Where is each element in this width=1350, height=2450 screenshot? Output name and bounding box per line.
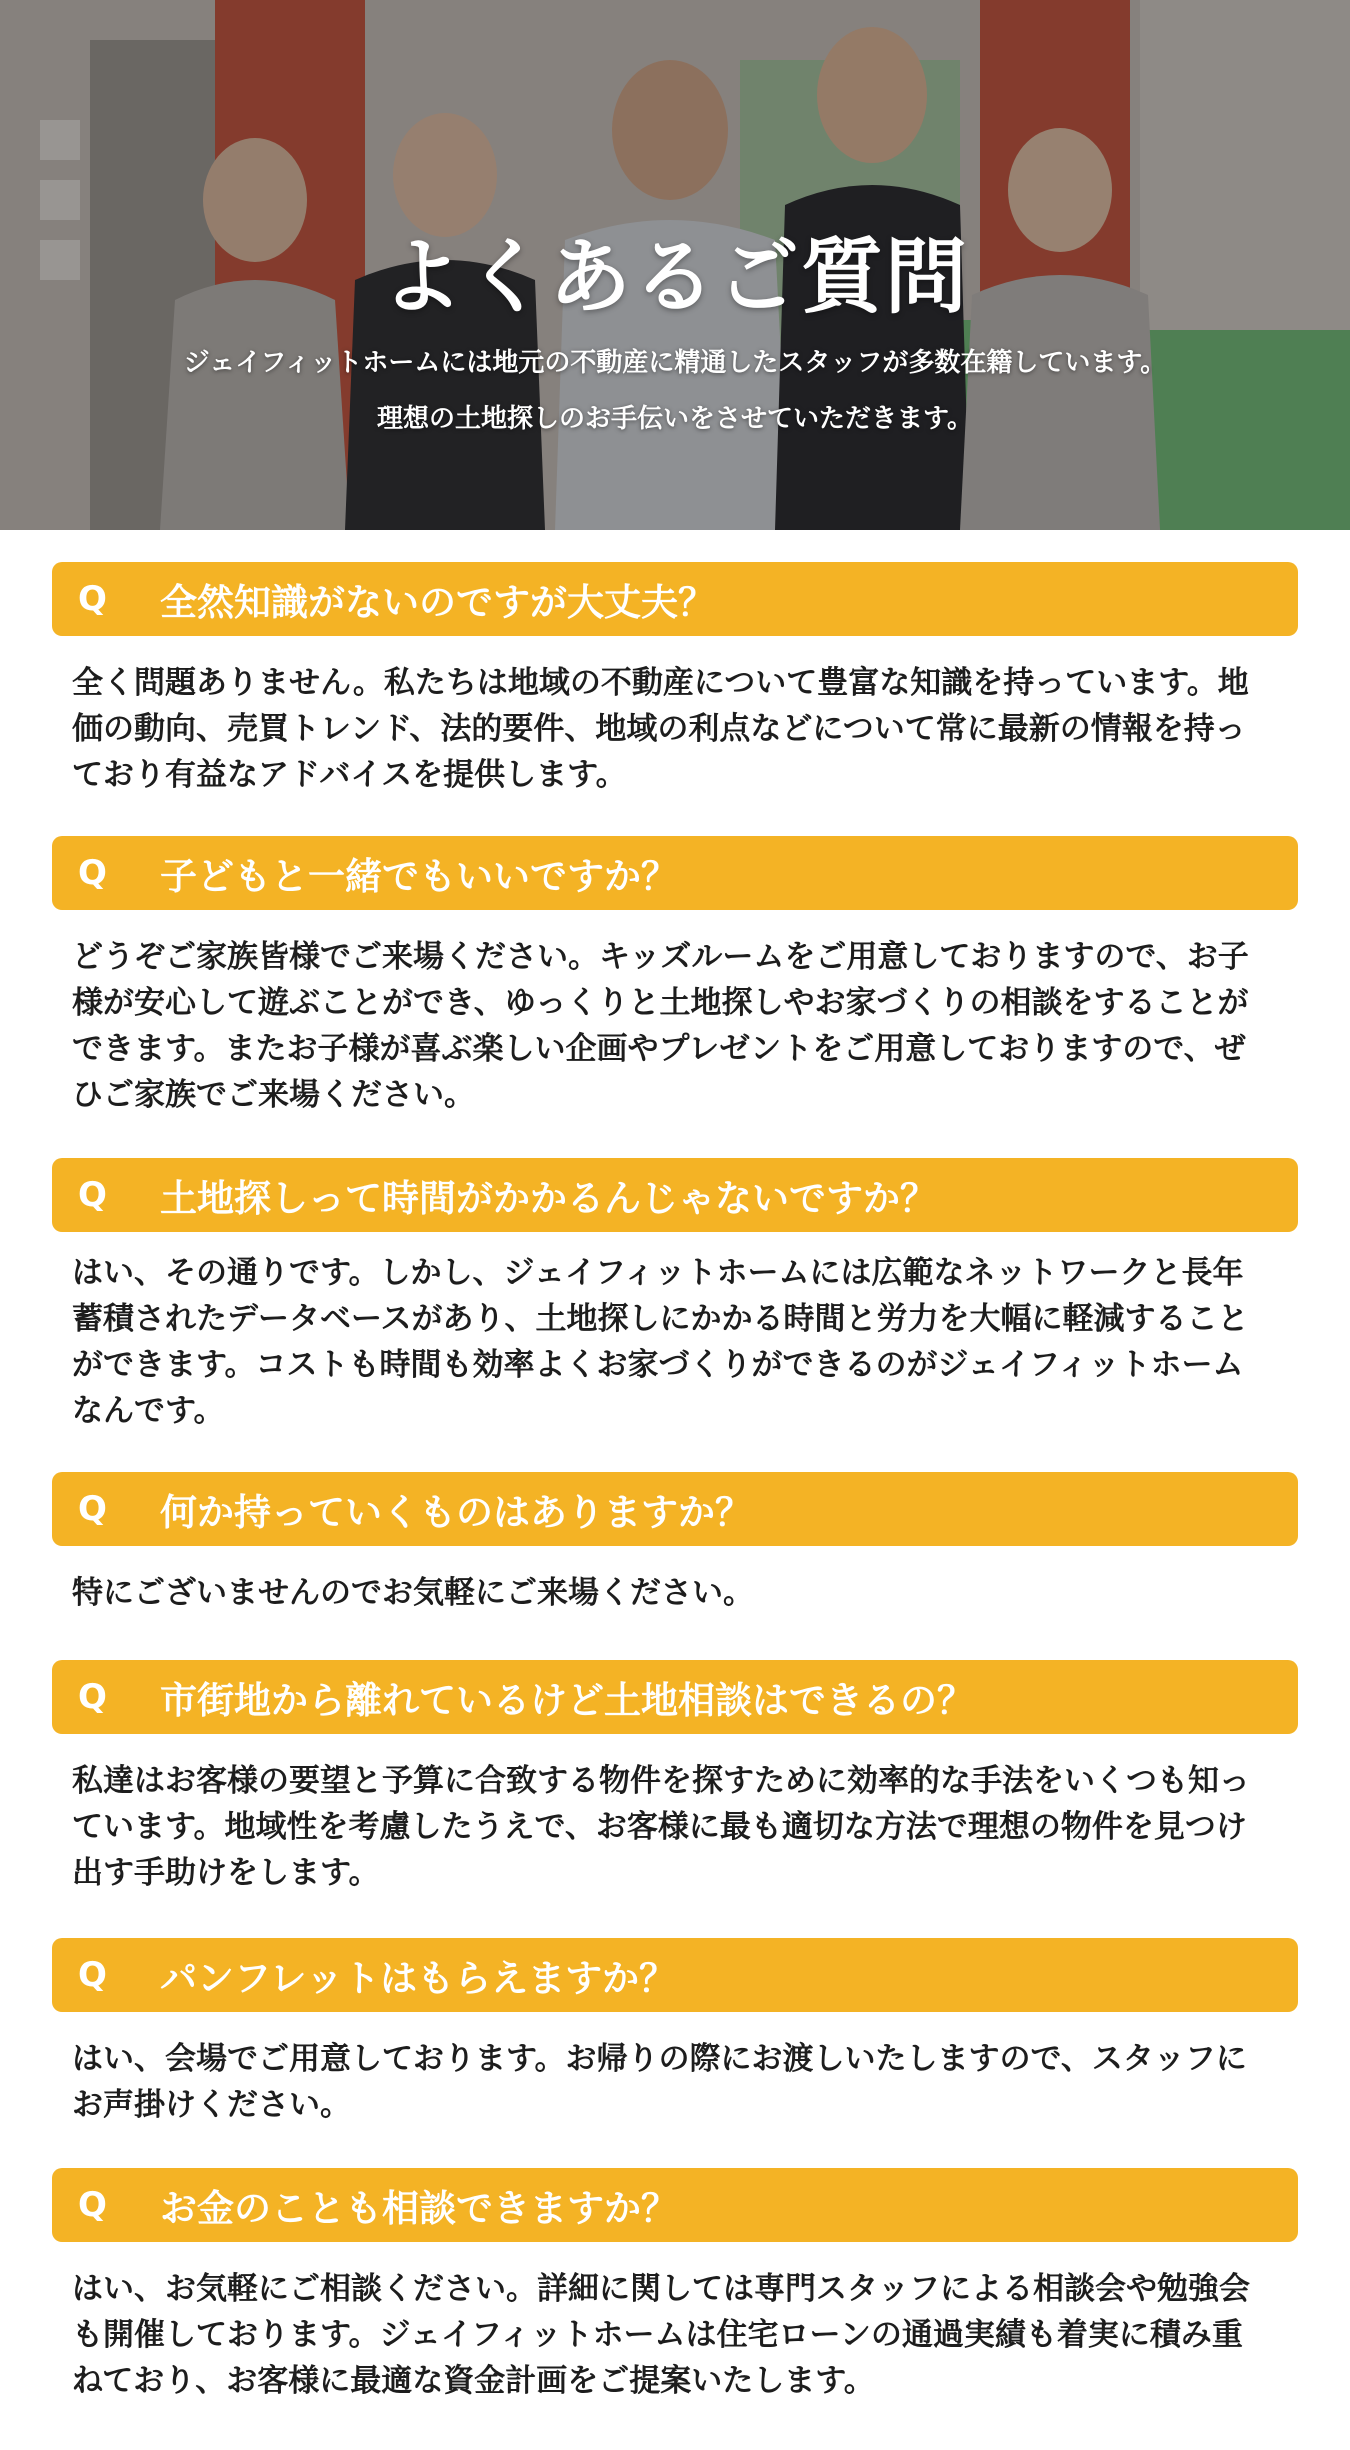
question-text: 全然知識がないのですが大丈夫？ [160, 581, 715, 624]
page-title: よくあるご質問 [380, 230, 969, 325]
q-marker: Q [78, 579, 107, 619]
hero-banner [0, 0, 1350, 530]
faq-answer-2: どうぞご家族皆様でご来場ください。キッズルームをご用意しておりますので、お子様が安心して遊ぶことができ、ゆっくりと土地探しやお家づくりの相談をすることができます。またお子様が喜ぶ楽しい企画やプレゼントをご用意しておりますので、ぜひご家族でご来場ください。 [72, 939, 1249, 1113]
faq-answer-5: 私達はお客様の要望と予算に合致する物件を探すために効率的な手法をいくつも知っています。地域性を考慮したうえで、お客様に最も適切な方法で理想の物件を見つけ出す手助けをします。 [72, 1763, 1250, 1891]
q-marker: Q [78, 2185, 107, 2225]
q-marker: Q [78, 1955, 107, 1995]
faq-question-2 [52, 836, 1298, 910]
faq-question-5 [52, 1660, 1298, 1734]
faq-answer-7: はい、お気軽にご相談ください。詳細に関しては専門スタッフによる相談会や勉強会も開催しております。ジェイフィットホームは住宅ローンの通過実績も着実に積み重ねており、お客様に最適な資金計画をご提案いたします。 [72, 2271, 1250, 2399]
question-text: 市街地から離れているけど土地相談はできるの？ [160, 1679, 974, 1722]
q-marker: Q [78, 1677, 107, 1717]
faq-question-3 [52, 1158, 1298, 1232]
faq-answer-4: 特にございませんのでお気軽にご来場ください。 [72, 1575, 754, 1611]
question-text: パンフレットはもらえますか？ [160, 1957, 677, 2000]
q-marker: Q [78, 1175, 107, 1215]
q-marker: Q [78, 1489, 107, 1529]
question-text: 何か持っていくものはありますか？ [160, 1491, 752, 1534]
question-text: お金のことも相談できますか？ [160, 2187, 678, 2230]
faq-question-7 [52, 2168, 1298, 2242]
faq-question-4 [52, 1472, 1298, 1546]
faq-question-6 [52, 1938, 1298, 2012]
question-text: 土地探しって時間がかかるんじゃないですか？ [160, 1177, 937, 1220]
question-text: 子どもと一緒でもいいですか？ [160, 855, 678, 898]
hero-subtitle-line-1: ジェイフィットホームには地元の不動産に精通したスタッフが多数在籍しています。 [183, 348, 1167, 378]
faq-question-1 [52, 562, 1298, 636]
q-marker: Q [78, 853, 107, 893]
faq-answer-3: はい、その通りです。しかし、ジェイフィットホームには広範なネットワークと長年蓄積されたデータベースがあり、土地探しにかかる時間と労力を大幅に軽減することができます。コストも時間も効率よくお家づくりができるのがジェイフィットホームなんです。 [72, 1255, 1249, 1429]
hero-subtitle-line-2: 理想の土地探しのお手伝いをさせていただきます。 [377, 404, 973, 434]
faq-answer-6: はい、会場でご用意しております。お帰りの際にお渡しいたしますので、スタッフにお声掛けください。 [72, 2041, 1247, 2123]
faq-answer-1: 全く問題ありません。私たちは地域の不動産について豊富な知識を持っています。地価の動向、売買トレンド、法的要件、地域の利点などについて常に最新の情報を持っており有益なアドバイスを提供します。 [72, 665, 1249, 793]
